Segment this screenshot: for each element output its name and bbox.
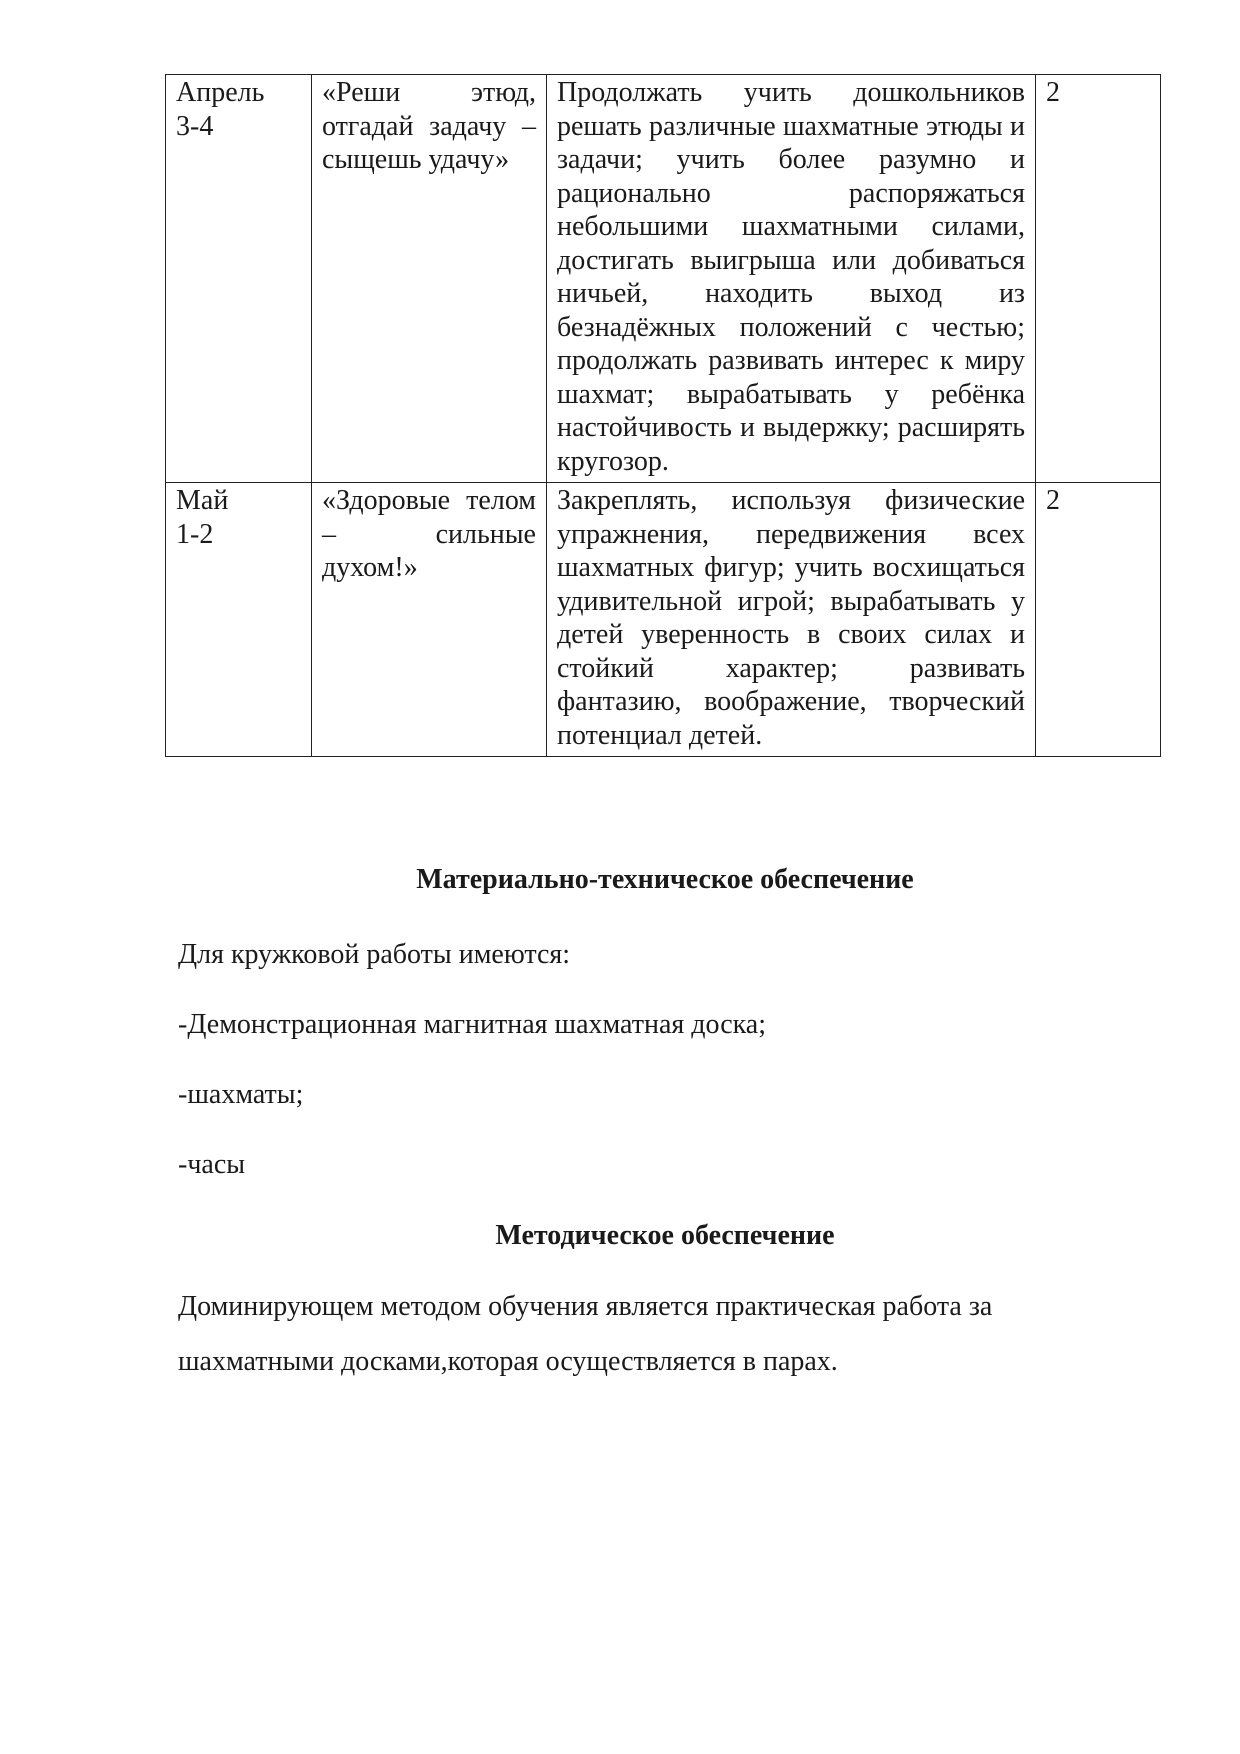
material-item: -Демонстрационная магнитная шахматная доска;	[178, 1009, 767, 1040]
hours-cell: 2	[1036, 483, 1161, 757]
material-item: -шахматы;	[178, 1079, 304, 1110]
month-label: Апрель	[176, 77, 265, 108]
lesson-plan-table	[165, 74, 1161, 757]
date-cell	[166, 75, 312, 483]
methodical-text-line: шахматными досками,которая осуществляется в парах.	[178, 1346, 838, 1377]
topic-cell: «Реши этюд, отгадай задачу – сыщешь удачу»	[312, 75, 547, 483]
weeks-label: 1-2	[176, 518, 214, 550]
table-row	[166, 483, 1161, 757]
goal-cell: Продолжать учить дошкольников решать различные шахматные этюды и задачи; учить более разумно и рационально распоряжаться небольшими шахматными силами, достигать выигрыша или добиваться ничьей, находить выход из безнадёжных положений с честью; продолжать развивать интерес к миру шахмат; вырабатывать у ребёнка настойчивость и выдержку; расширять кругозор.	[547, 75, 1036, 483]
goal-cell: Закреплять, используя физические упражнения, передвижения всех шахматных фигур; учить восхищаться удивительной игрой; вырабатывать у детей уверенность в своих силах и стойкий характер; развивать фантазию, воображение, творческий потенциал детей.	[547, 483, 1036, 757]
month-label: Май	[176, 485, 229, 516]
table-row	[166, 75, 1161, 483]
methodical-text-line: Доминирующем методом обучения является практическая работа за	[178, 1291, 993, 1322]
date-cell	[166, 483, 312, 757]
methodical-section-title: Методическое обеспечение	[495, 1220, 835, 1251]
hours-cell: 2	[1036, 75, 1161, 483]
topic-cell: «Здоровые телом – сильные духом!»	[312, 483, 547, 757]
material-item: -часы	[178, 1149, 246, 1180]
weeks-label: 3-4	[176, 110, 214, 142]
material-section-title: Материально-техническое обеспечение	[416, 864, 914, 895]
material-intro: Для кружковой работы имеются:	[178, 939, 571, 970]
